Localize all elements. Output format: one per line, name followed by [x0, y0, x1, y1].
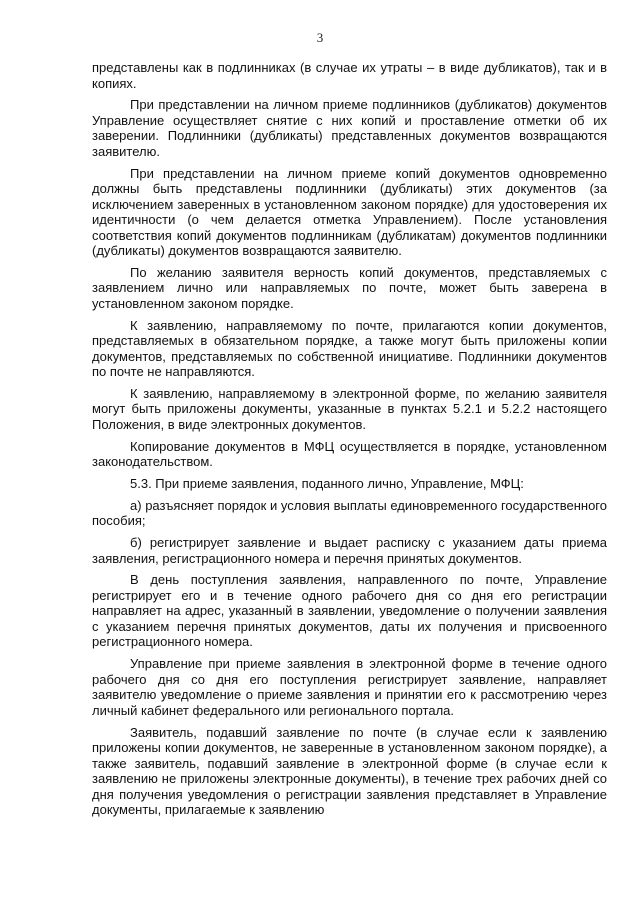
paragraph: При представлении на личном приеме подлинников (дубликатов) документов Управление осуществляет снятие с них копий и проставление отметки об их заверении. Подлинники (дубликаты) представленных документов возвращаются заявителю. — [92, 97, 607, 159]
paragraph: Копирование документов в МФЦ осуществляется в порядке, установленном законодательством. — [92, 438, 607, 470]
section-heading-5-3: 5.3. При приеме заявления, поданного лично, Управление, МФЦ: — [130, 476, 524, 492]
page-number: 3 — [316, 30, 324, 45]
paragraph: К заявлению, направляемому по почте, прилагаются копии документов, представляемых в обязательном порядке, а также могут быть приложены копии документов, представляемых по собственной инициативе. Подлинники документов по почте не направляются. — [92, 317, 607, 380]
document-body — [92, 60, 607, 824]
paragraph-continuation: представлены как в подлинниках (в случае их утраты – в виде дубликатов), так и в копиях. — [92, 60, 607, 91]
paragraph: При представлении на личном приеме копий документов одновременно должны быть представлены подлинники (дубликаты) этих документов (за исключением заверенных в установленном законом порядке) для удостоверения их идентичности (о чем делается отметка Управлением). После установления соответствия копий документов подлинникам (дубликатам) документов подлинники (дубликаты) документов возвращаются заявителю. — [92, 165, 607, 259]
list-item-b: б) регистрирует заявление и выдает расписку с указанием даты приема заявления, регистрационного номера и перечня принятых документов. — [92, 535, 607, 566]
paragraph: В день поступления заявления, направленного по почте, Управление регистрирует его и в течение одного рабочего дня со дня его регистрации направляет на адрес, указанный в заявлении, уведомление о получении заявления с указанием перечня принятых документов, даты их получения и присвоенного регистрационного номера. — [92, 572, 607, 650]
paragraph: Управление при приеме заявления в электронной форме в течение одного рабочего дня со дня его поступления регистрирует заявление, направляет заявителю уведомление о приеме заявления и принятии его к рассмотрению через личный кабинет федерального или регионального портала. — [92, 656, 607, 718]
paragraph: К заявлению, направляемому в электронной форме, по желанию заявителя могут быть приложены документы, указанные в пунктах 5.2.1 и 5.2.2 настоящего Положения, в виде электронных документов. — [92, 385, 607, 432]
paragraph: По желанию заявителя верность копий документов, представляемых с заявлением лично или направляемых по почте, может быть заверена в установленном законом порядке. — [92, 264, 607, 311]
list-item-a: а) разъясняет порядок и условия выплаты единовременного государственного пособия; — [92, 497, 607, 529]
paragraph: Заявитель, подавший заявление по почте (в случае если к заявлению приложены копии документов, не заверенные в установленном законом порядке), а также заявитель, подавший заявление в электронной форме (в случае если к заявлению не приложены электронные документы), в течение трех рабочих дней со дня получения уведомления о регистрации заявления представляет в Управление документы, прилагаемые к заявлению — [92, 724, 607, 818]
